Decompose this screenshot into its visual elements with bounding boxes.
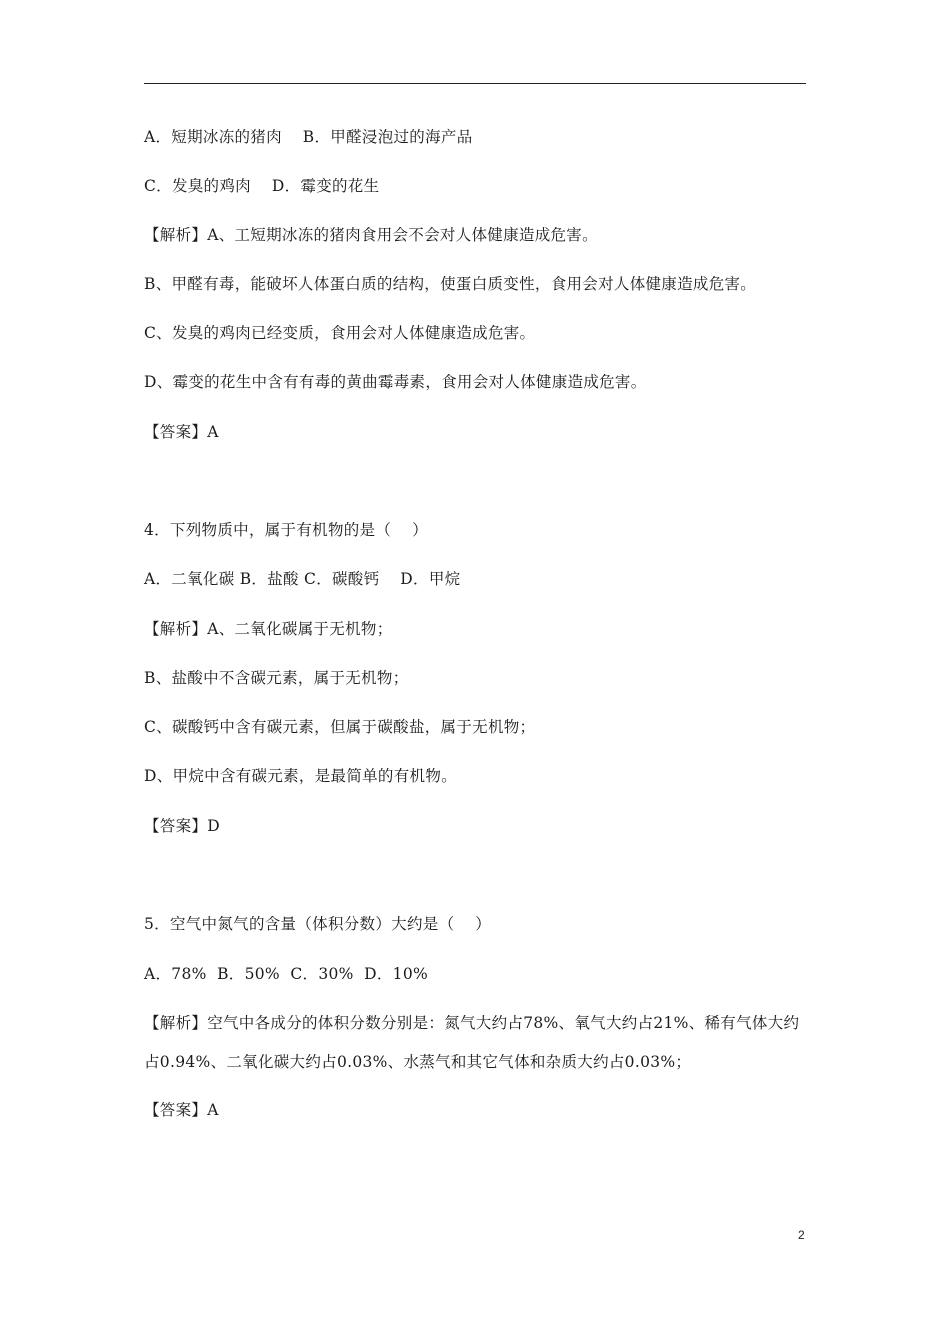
q4-analysis-d: D、甲烷中含有碳元素，是最简单的有机物。 <box>144 767 457 785</box>
q4-analysis-a: 【解析】A、二氧化碳属于无机物； <box>144 620 393 638</box>
q4-answer: 【答案】D <box>144 817 220 835</box>
q4-options: A．二氧化碳 B．盐酸 C．碳酸钙 D．甲烷 <box>144 570 461 588</box>
q3-analysis-a: 【解析】A、工短期冰冻的猪肉食用会不会对人体健康造成危害。 <box>144 226 598 244</box>
q3-options-cd: C．发臭的鸡肉 D．霉变的花生 <box>144 177 380 195</box>
q3-analysis-d: D、霉变的花生中含有有毒的黄曲霉毒素，食用会对人体健康造成危害。 <box>144 373 647 391</box>
q3-analysis-c: C、发臭的鸡肉已经变质，食用会对人体健康造成危害。 <box>144 324 536 342</box>
q5-options: A．78% B．50% C．30% D．10% <box>144 965 429 983</box>
q4-analysis-b: B、盐酸中不含碳元素，属于无机物； <box>144 669 409 687</box>
q5-answer: 【答案】A <box>144 1101 219 1119</box>
header-rule <box>144 83 806 84</box>
page-number: 2 <box>798 1228 805 1242</box>
q5-analysis-line1: 【解析】空气中各成分的体积分数分别是：氮气大约占78%、氧气大约占21%、稀有气体大约 <box>144 1014 800 1032</box>
q5-question: 5．空气中氮气的含量（体积分数）大约是（ ） <box>144 915 492 933</box>
q3-analysis-b: B、甲醛有毒，能破坏人体蛋白质的结构，使蛋白质变性，食用会对人体健康造成危害。 <box>144 275 757 293</box>
q4-analysis-c: C、碳酸钙中含有碳元素，但属于碳酸盐，属于无机物； <box>144 718 536 736</box>
q4-question: 4．下列物质中，属于有机物的是（ ） <box>144 521 428 539</box>
q3-options-ab: A．短期冰冻的猪肉 B．甲醛浸泡过的海产品 <box>144 128 473 146</box>
q5-analysis-line2: 占0.94%、二氧化碳大约占0.03%、水蒸气和其它气体和杂质大约占0.03%； <box>144 1053 692 1071</box>
q3-answer: 【答案】A <box>144 423 219 441</box>
